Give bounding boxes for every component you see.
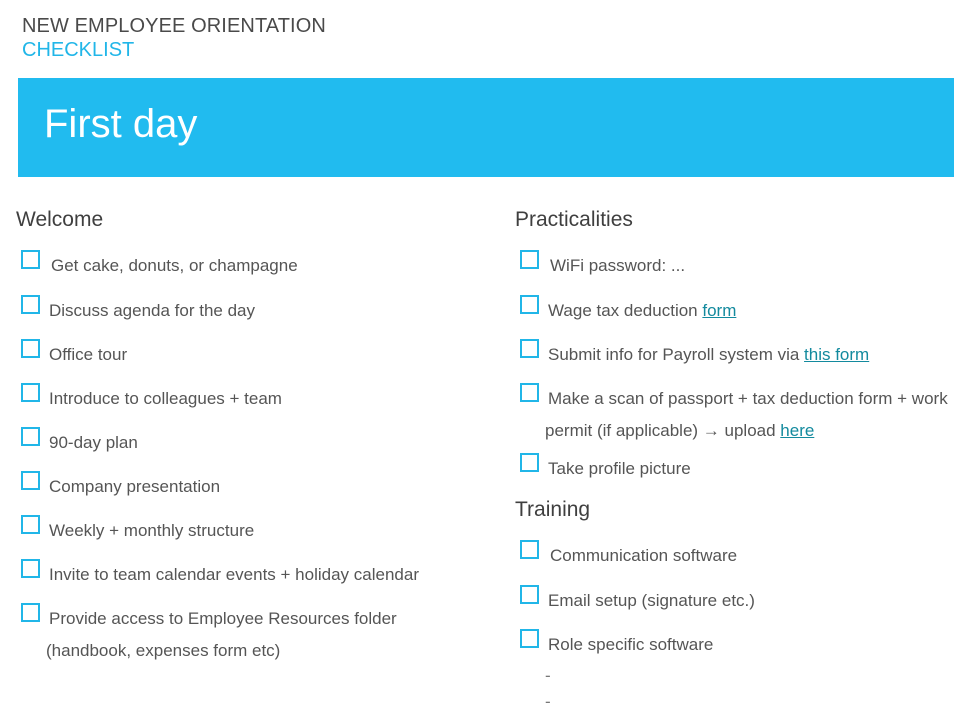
- checklist-item-label: Email setup (signature etc.): [548, 591, 755, 610]
- checklist-item-label: Make a scan of passport + tax deduction form + work: [548, 389, 948, 408]
- checklist-item-label: Invite to team calendar events + holiday calendar: [49, 565, 419, 584]
- checklist-item-label: Company presentation: [49, 477, 221, 496]
- training-heading: Training: [515, 498, 591, 521]
- checklist-item: [520, 389, 948, 409]
- checkbox[interactable]: [520, 383, 539, 402]
- checklist-item-label-continued: [545, 421, 814, 441]
- checkbox[interactable]: [21, 515, 40, 534]
- checklist-item: [21, 301, 255, 321]
- checkbox[interactable]: [21, 250, 40, 269]
- checkbox[interactable]: [21, 295, 40, 314]
- scan-text: permit (if applicable) → upload: [545, 421, 781, 440]
- checkbox[interactable]: [21, 603, 40, 622]
- document-subtitle: CHECKLIST: [22, 39, 135, 61]
- checkbox[interactable]: [520, 629, 539, 648]
- checkbox[interactable]: [21, 383, 40, 402]
- checklist-item-label: Discuss agenda for the day: [49, 301, 256, 320]
- checklist-item-label: Get cake, donuts, or champagne: [51, 256, 298, 275]
- checklist-item-label: 90-day plan: [49, 433, 138, 452]
- payroll-text: Submit info for Payroll system via: [548, 345, 805, 364]
- checklist-item: [21, 565, 419, 585]
- checkbox[interactable]: [520, 540, 539, 559]
- wage-form-link[interactable]: form: [702, 301, 737, 320]
- checkbox[interactable]: [21, 471, 40, 490]
- checklist-item: [21, 433, 138, 453]
- checkbox[interactable]: [520, 250, 539, 269]
- checklist-item: [520, 591, 755, 611]
- checklist-item-label: Role specific software: [548, 635, 714, 654]
- section-banner: [18, 78, 954, 177]
- welcome-heading: Welcome: [16, 208, 104, 231]
- checklist-item: [520, 459, 691, 479]
- checkbox[interactable]: [21, 339, 40, 358]
- checklist-item: [21, 609, 397, 629]
- checklist-item-label: Introduce to colleagues + team: [49, 389, 282, 408]
- sub-item-dash: -: [545, 666, 551, 685]
- checkbox[interactable]: [520, 295, 539, 314]
- checklist-item: [21, 389, 282, 409]
- checklist-item: [21, 477, 220, 497]
- banner-title: First day: [44, 102, 198, 146]
- checklist-item-label: Weekly + monthly structure: [49, 521, 255, 540]
- checklist-item: [21, 521, 254, 541]
- checklist-item: [520, 345, 869, 365]
- checklist-item-label: Provide access to Employee Resources folder: [49, 609, 397, 628]
- checklist-item-label: Office tour: [49, 345, 128, 364]
- checkbox[interactable]: [520, 339, 539, 358]
- checkbox[interactable]: [21, 559, 40, 578]
- checkbox[interactable]: [520, 453, 539, 472]
- checklist-item-label: WiFi password: ...: [550, 256, 686, 275]
- sub-item-dash: -: [545, 692, 551, 711]
- checklist-item: [520, 256, 685, 276]
- checklist-item: [520, 635, 713, 655]
- checklist-item: [21, 256, 298, 276]
- upload-link[interactable]: here: [780, 421, 815, 440]
- checklist-item: [520, 546, 737, 566]
- checklist-item-label: Communication software: [550, 546, 738, 565]
- checklist-item: [21, 345, 127, 365]
- checklist-item-label: [548, 301, 736, 321]
- checklist-item: [520, 301, 736, 321]
- payroll-form-link[interactable]: this form: [804, 345, 870, 364]
- checklist-item-label: [548, 345, 869, 365]
- checkbox[interactable]: [21, 427, 40, 446]
- practicalities-heading: Practicalities: [515, 208, 633, 231]
- wage-text: Wage tax deduction: [548, 301, 703, 320]
- checkbox[interactable]: [520, 585, 539, 604]
- checklist-item-label: Take profile picture: [548, 459, 691, 478]
- document-title: NEW EMPLOYEE ORIENTATION: [22, 15, 326, 37]
- checklist-item-label-continued: (handbook, expenses form etc): [46, 641, 281, 660]
